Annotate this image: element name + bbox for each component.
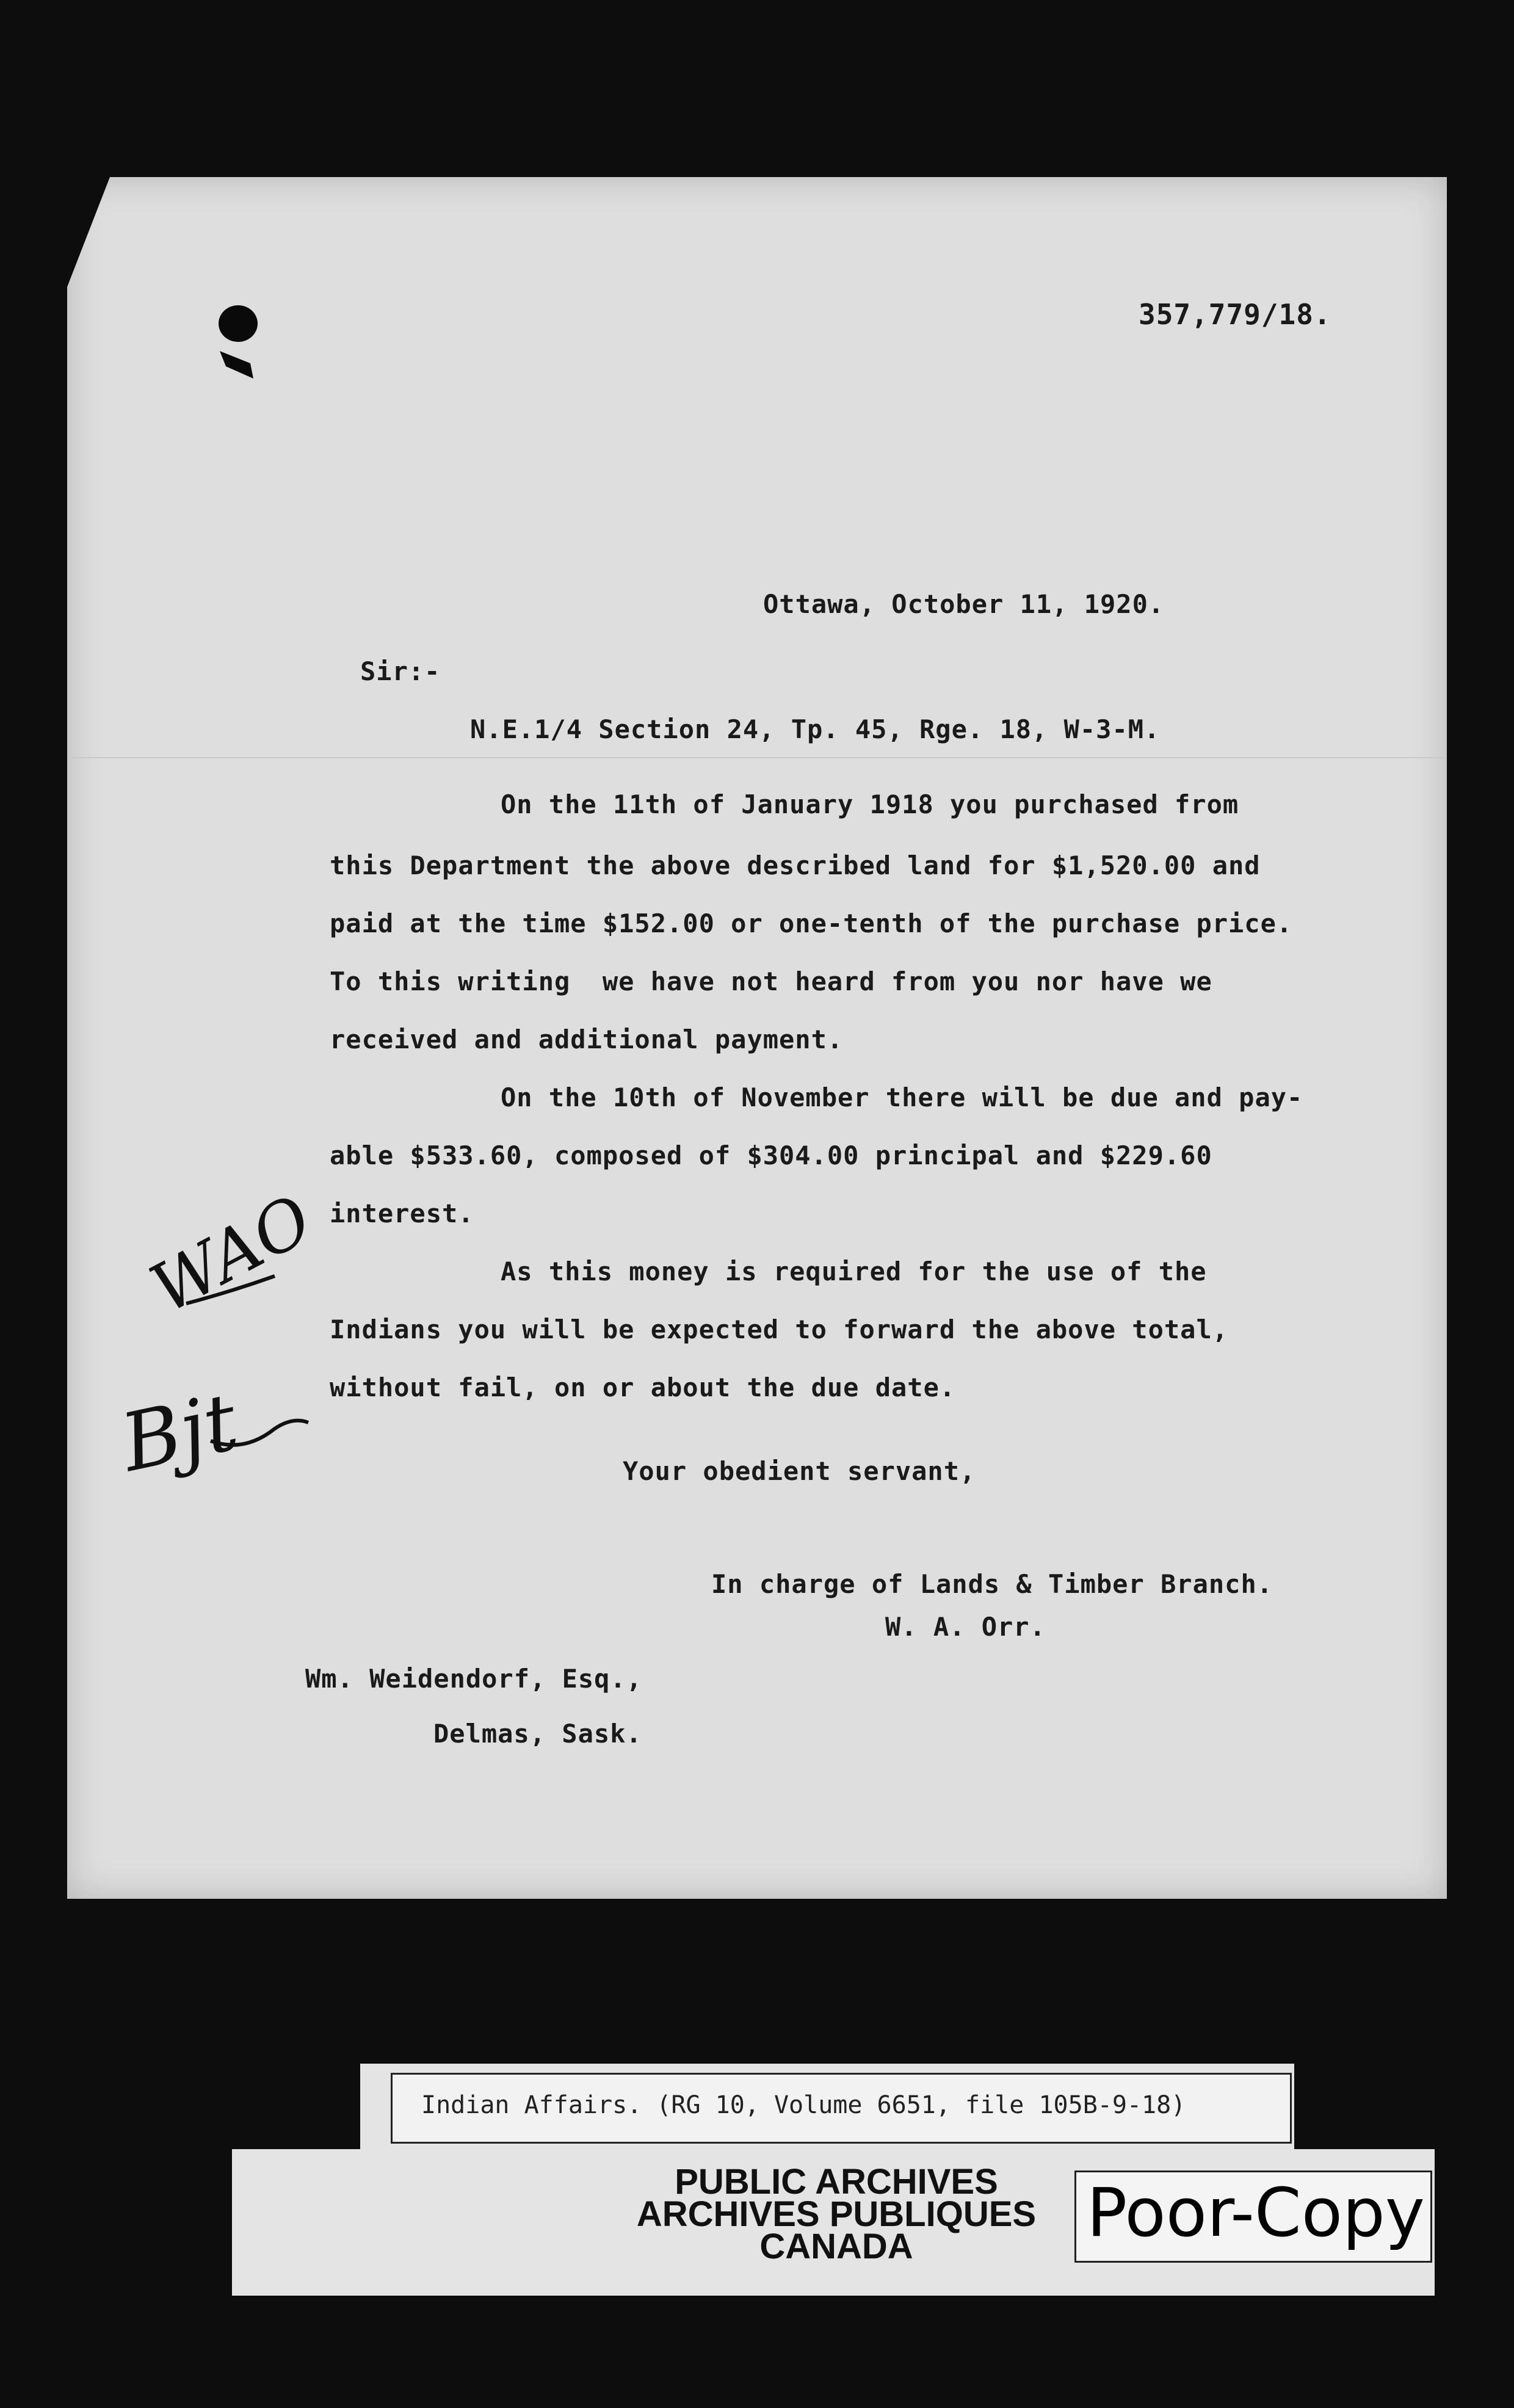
signature-title: In charge of Lands & Timber Branch. bbox=[711, 1569, 1273, 1599]
strip-notch-right bbox=[1294, 2064, 1435, 2149]
poor-copy-stamp: Poor-Copy bbox=[1087, 2174, 1425, 2252]
addressee-name: Wm. Weidendorf, Esq., bbox=[305, 1664, 643, 1694]
paragraph-1-line-3: paid at the time $152.00 or one-tenth of the purchase price. bbox=[330, 908, 1293, 938]
strip-notch-left bbox=[232, 2064, 360, 2149]
paragraph-2-line-1: On the 10th of November there will be due and pay- bbox=[501, 1083, 1303, 1112]
archive-reference: Indian Affairs. (RG 10, Volume 6651, file 105B-9-18) bbox=[421, 2091, 1186, 2119]
paragraph-3-line-2: Indians you will be expected to forward the above total, bbox=[330, 1315, 1229, 1344]
archive-line-3: CANADA bbox=[759, 2227, 913, 2266]
flourish-stroke-icon bbox=[208, 1404, 311, 1453]
paragraph-3-line-3: without fail, on or about the due date. bbox=[330, 1373, 956, 1402]
archive-line-2: ARCHIVES PUBLIQUES bbox=[636, 2194, 1037, 2234]
handwritten-initial-1: WAO bbox=[138, 1180, 325, 1329]
paragraph-1-line-4: To this writing we have not heard from you nor have we bbox=[330, 966, 1212, 996]
paragraph-1-line-2: this Department the above described land for $1,520.00 and bbox=[330, 850, 1261, 880]
closing: Your obedient servant, bbox=[623, 1456, 976, 1486]
paragraph-1-line-1: On the 11th of January 1918 you purchased from bbox=[501, 789, 1239, 819]
salutation: Sir:- bbox=[360, 656, 441, 686]
addressee-place: Delmas, Sask. bbox=[433, 1719, 642, 1749]
subject-line: N.E.1/4 Section 24, Tp. 45, Rge. 18, W-3-M. bbox=[470, 714, 1161, 744]
paragraph-3-line-1: As this money is required for the use of the bbox=[501, 1257, 1207, 1286]
ink-blot-icon bbox=[208, 299, 269, 391]
file-number: 357,779/18. bbox=[1139, 298, 1331, 331]
page-corner bbox=[67, 177, 110, 287]
underline-stroke-icon bbox=[183, 1273, 281, 1310]
paragraph-1-line-5: received and additional payment. bbox=[330, 1024, 844, 1054]
handwritten-initial-2: Bjt bbox=[114, 1375, 245, 1490]
paragraph-2-line-3: interest. bbox=[330, 1199, 474, 1228]
archive-line-1: PUBLIC ARCHIVES bbox=[675, 2162, 998, 2202]
fold-line bbox=[67, 757, 1447, 758]
place-date: Ottawa, October 11, 1920. bbox=[763, 589, 1165, 619]
signature-name: W. A. Orr. bbox=[885, 1612, 1046, 1642]
paragraph-2-line-2: able $533.60, composed of $304.00 principal and $229.60 bbox=[330, 1141, 1212, 1170]
